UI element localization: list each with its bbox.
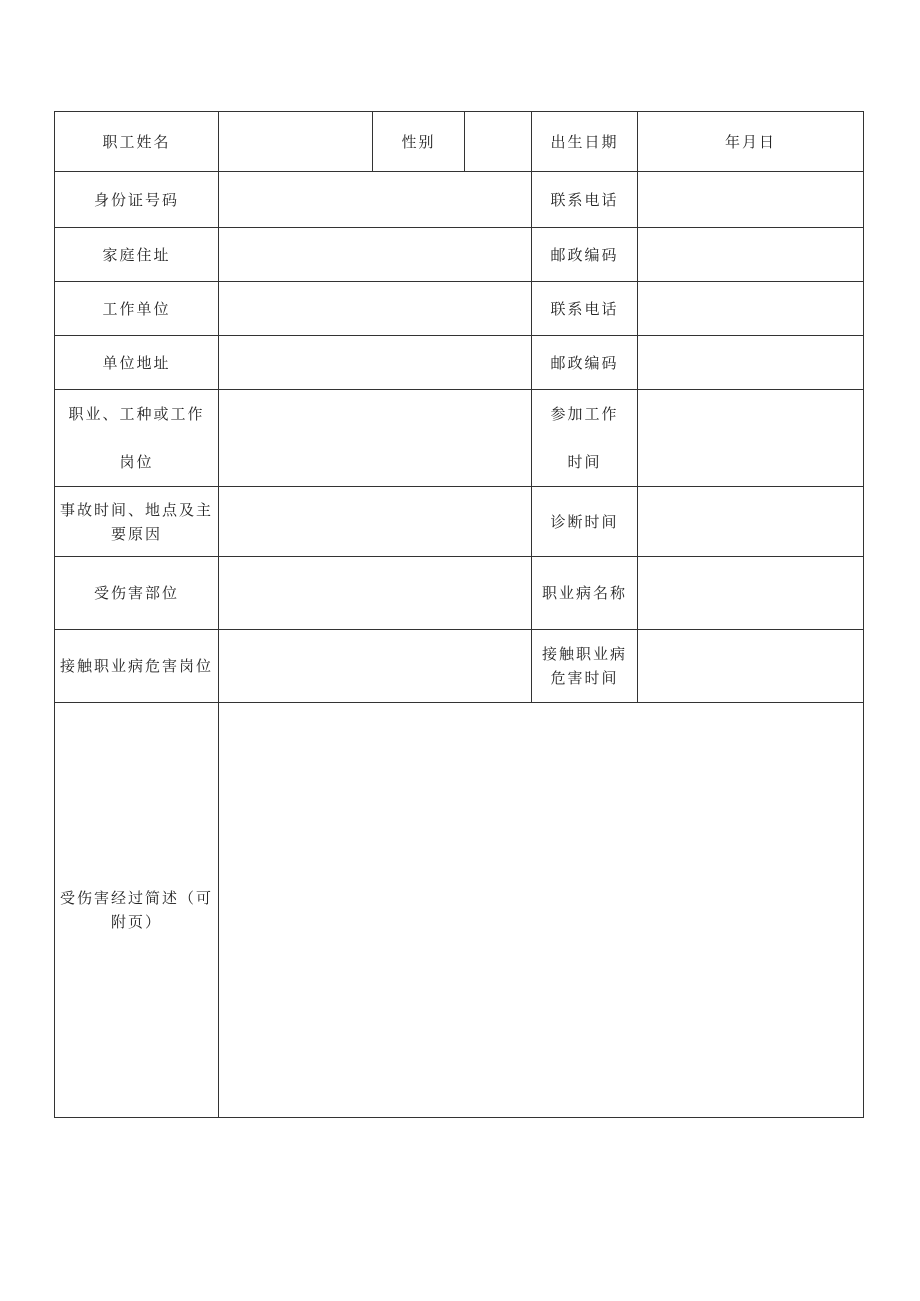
postal-code-field[interactable]: [638, 228, 864, 282]
injured-body-part-label: 受伤害部位: [55, 557, 219, 630]
injury-description-field[interactable]: [219, 703, 864, 1118]
form-row-basic-info: [55, 112, 864, 172]
id-number-label: 身份证号码: [55, 172, 219, 228]
employee-name-field[interactable]: [219, 112, 373, 172]
accident-details-field[interactable]: [219, 487, 532, 557]
work-start-field[interactable]: [638, 390, 864, 487]
form-row-id: [55, 172, 864, 228]
employer-phone-field[interactable]: [638, 282, 864, 336]
form-row-accident: [55, 487, 864, 557]
work-start-label-line2: 时间: [567, 453, 602, 471]
occupation-label: [55, 390, 219, 487]
phone-label: 联系电话: [532, 172, 638, 228]
exposure-position-field[interactable]: [219, 630, 532, 703]
disease-name-label: 职业病名称: [532, 557, 638, 630]
employer-field[interactable]: [219, 282, 532, 336]
employer-label: 工作单位: [55, 282, 219, 336]
form-row-injury: [55, 557, 864, 630]
employer-postal-code-label: 邮政编码: [532, 336, 638, 390]
phone-field[interactable]: [638, 172, 864, 228]
injury-description-label: 受伤害经过简述（可附页）: [55, 703, 219, 1118]
disease-name-field[interactable]: [638, 557, 864, 630]
diagnosis-time-label: 诊断时间: [532, 487, 638, 557]
gender-field[interactable]: [465, 112, 532, 172]
gender-label: 性别: [373, 112, 465, 172]
employer-postal-code-field[interactable]: [638, 336, 864, 390]
injury-report-form: [54, 111, 864, 1118]
id-number-field[interactable]: [219, 172, 532, 228]
diagnosis-time-field[interactable]: [638, 487, 864, 557]
birth-date-label: 出生日期: [532, 112, 638, 172]
exposure-time-field[interactable]: [638, 630, 864, 703]
birth-date-field[interactable]: 年月日: [638, 112, 864, 172]
occupation-field[interactable]: [219, 390, 532, 487]
home-address-label: 家庭住址: [55, 228, 219, 282]
accident-details-label: 事故时间、地点及主要原因: [55, 487, 219, 557]
form-row-home: [55, 228, 864, 282]
exposure-position-label: 接触职业病危害岗位: [55, 630, 219, 703]
form-row-description: [55, 703, 864, 1118]
employer-phone-label: 联系电话: [532, 282, 638, 336]
employee-name-label: 职工姓名: [55, 112, 219, 172]
occupation-label-line1: 职业、工种或工作: [68, 405, 205, 423]
exposure-time-label: 接触职业病危害时间: [532, 630, 638, 703]
form-row-exposure: [55, 630, 864, 703]
form-row-employer-address: [55, 336, 864, 390]
occupation-label-line2: 岗位: [119, 453, 154, 471]
employer-address-label: 单位地址: [55, 336, 219, 390]
work-start-label: [532, 390, 638, 487]
home-address-field[interactable]: [219, 228, 532, 282]
injured-body-part-field[interactable]: [219, 557, 532, 630]
work-start-label-line1: 参加工作: [550, 405, 619, 423]
postal-code-label: 邮政编码: [532, 228, 638, 282]
form-row-occupation: [55, 390, 864, 487]
employer-address-field[interactable]: [219, 336, 532, 390]
form-row-employer: [55, 282, 864, 336]
